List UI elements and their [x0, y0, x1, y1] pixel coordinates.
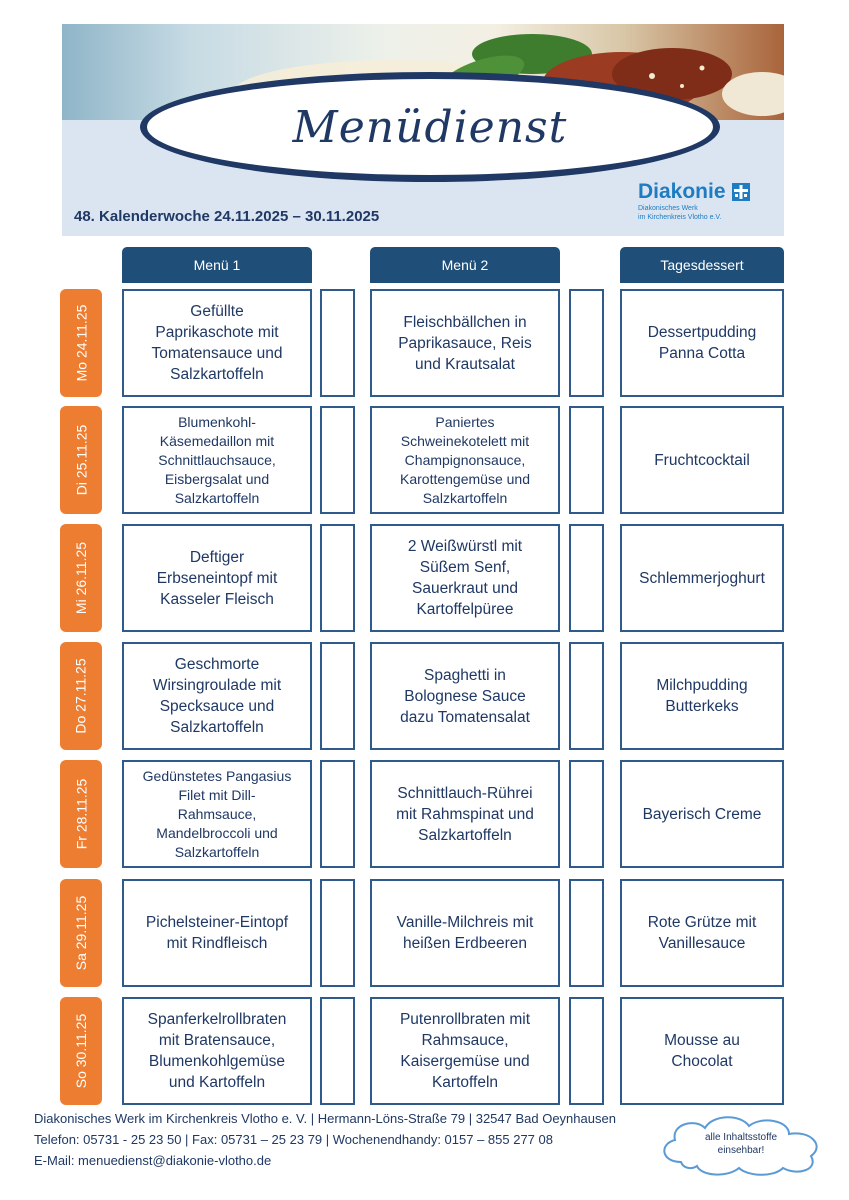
dish-line: Bolognese Sauce [404, 687, 526, 705]
blank-column-box [569, 289, 604, 397]
day-label-text: Do 27.11.25 [73, 658, 89, 734]
dish-line: 2 Weißwürstl mit [407, 538, 523, 555]
dish-line: Salzkartoffeln [170, 719, 264, 736]
dessert-text [639, 568, 765, 589]
dessert-text [643, 804, 762, 825]
dessert-text [648, 322, 757, 364]
menu1-cell [122, 879, 312, 987]
menu2-text [397, 912, 534, 954]
dish-line: Schweinekotelett mit [400, 432, 530, 449]
logo-name: Diakonie [638, 180, 726, 203]
dish-line: Fruchtcocktail [654, 451, 750, 469]
dish-line: Kartoffeln [431, 1074, 499, 1091]
dessert-text [664, 1030, 740, 1072]
dish-line: Mousse au [664, 1032, 740, 1049]
dish-line: Kaisergemüse und [400, 1053, 530, 1070]
day-label-text: So 30.11.25 [73, 1013, 90, 1089]
menu1-cell [122, 524, 312, 632]
dish-line: Mandelbroccoli und [156, 824, 278, 841]
day-label-text: Di 25.11.25 [73, 424, 90, 496]
blank-column-box [320, 524, 355, 632]
dish-line: Vanillesauce [658, 935, 746, 952]
dish-line: mit Bratensauce, [158, 1032, 276, 1049]
menu1-text [146, 912, 288, 954]
dish-line: Gedünstetes Pangasius [142, 767, 292, 784]
footer-email: E-Mail: menuedienst@diakonie-vlotho.de [34, 1153, 272, 1168]
blank-column-box [320, 642, 355, 750]
blank-column-box [569, 760, 604, 868]
menu1-text [158, 413, 276, 508]
dessert-cell [620, 406, 784, 514]
blank-column-box [569, 997, 604, 1105]
dish-line: Süßem Senf, [419, 559, 511, 576]
dish-line: Fleischbällchen in [403, 313, 527, 331]
dessert-cell [620, 760, 784, 868]
dish-line: Paniertes [435, 413, 495, 430]
menu2-cell [370, 642, 560, 750]
dish-line: Käsemedaillon mit [159, 432, 275, 449]
dessert-cell [620, 642, 784, 750]
dish-line: Salzkartoffeln [418, 826, 512, 844]
dessert-cell [620, 879, 784, 987]
dish-line: Kartoffelpüree [416, 601, 514, 618]
blank-column-box [569, 406, 604, 514]
menu1-text [148, 1009, 287, 1093]
week-label: 48. Kalenderwoche 24.11.2025 – 30.11.2025 [74, 208, 380, 225]
title-oval [140, 72, 720, 182]
footer-address: Diakonisches Werk im Kirchenkreis Vlotho e. V. | Hermann-Löns-Straße 79 | 32547 Bad Oeynhausen [34, 1111, 616, 1126]
dish-line: Paprikasauce, Reis [398, 334, 532, 352]
day-label [60, 524, 102, 632]
menu1-text [157, 547, 278, 610]
day-label [60, 760, 102, 868]
menu2-cell [370, 289, 560, 397]
dish-line: mit Rahmspinat und [396, 805, 534, 823]
dish-line: Salzkartoffeln [174, 489, 260, 506]
dish-line: Rahmsauce, [421, 1032, 509, 1049]
dish-line: Erbseneintopf mit [156, 569, 278, 587]
day-label [60, 406, 102, 514]
dish-line: Chocolat [671, 1053, 733, 1070]
dish-line: Rahmsauce, [177, 805, 257, 822]
blank-column-box [569, 524, 604, 632]
dish-line: Schlemmerjoghurt [639, 569, 765, 587]
dish-line: Putenrollbraten mit [399, 1011, 531, 1028]
dish-line: Kasseler Fleisch [160, 590, 274, 608]
dish-line: Wirsingroulade mit [152, 677, 282, 694]
dish-line: Dessertpudding [647, 324, 757, 341]
dish-line: Schnittlauchsauce, [158, 451, 276, 468]
dessert-cell [620, 524, 784, 632]
dish-line: Eisbergsalat und [164, 470, 270, 487]
allergen-note-cloud [651, 1112, 831, 1181]
logo-subline-2: im Kirchenkreis Vlotho e.V. [638, 214, 722, 221]
dish-line: und Kartoffeln [168, 1074, 266, 1091]
dish-line: Specksauce und [159, 698, 275, 715]
dish-line: Milchpudding [656, 677, 748, 694]
dish-line: Sauerkraut und [411, 580, 518, 597]
menu1-text [152, 301, 283, 385]
dish-line: Blumenkohlgemüse [148, 1053, 286, 1070]
dish-line: mit Rindfleisch [166, 935, 268, 952]
day-label-text: Mo 24.11.25 [73, 304, 90, 382]
dish-line: Spanferkelrollbraten [147, 1011, 287, 1028]
dish-line: Deftiger [189, 548, 245, 566]
blank-column-box [320, 879, 355, 987]
dish-line: Bayerisch Creme [642, 805, 762, 823]
dish-line: Tomatensauce und [151, 345, 283, 362]
dish-line: Gefüllte [190, 303, 244, 320]
menu1-cell [122, 289, 312, 397]
menu1-cell [122, 997, 312, 1105]
dish-line: Spaghetti in [424, 666, 506, 684]
column-header-menu2: Menü 2 [370, 247, 560, 283]
menu2-text [398, 312, 532, 375]
dessert-text [656, 675, 747, 717]
footer-phone: Telefon: 05731 - 25 23 50 | Fax: 05731 – 25 23 79 | Wochenendhandy: 0157 – 855 277 08 [34, 1132, 553, 1147]
dish-line: Geschmorte [174, 656, 260, 673]
dish-line: Champignonsauce, [404, 451, 526, 468]
menu1-cell [122, 642, 312, 750]
note-line-1: alle Inhaltsstoffe [704, 1132, 778, 1143]
menu2-text [400, 665, 530, 728]
dish-line: Pichelsteiner-Eintopf [145, 914, 289, 931]
day-label [60, 997, 102, 1105]
dish-line: Salzkartoffeln [422, 489, 508, 506]
menu2-text [396, 783, 534, 846]
menu2-cell [370, 406, 560, 514]
column-header-menu1: Menü 1 [122, 247, 312, 283]
dish-line: dazu Tomatensalat [400, 708, 530, 726]
day-label-text: Mi 26.11.25 [73, 541, 89, 615]
diakonie-cross-icon [732, 183, 750, 201]
dish-line: Schnittlauch-Rührei [397, 784, 533, 802]
menu2-cell [370, 760, 560, 868]
menu2-text [400, 413, 530, 508]
menu2-text [400, 1009, 530, 1093]
day-label [60, 642, 102, 750]
dish-line: und Krautsalat [415, 355, 515, 373]
blank-column-box [569, 642, 604, 750]
menu2-text [408, 536, 522, 620]
menu1-cell [122, 760, 312, 868]
day-label [60, 879, 102, 987]
dish-line: Salzkartoffeln [174, 843, 260, 860]
menu2-cell [370, 524, 560, 632]
column-header-dessert: Tagesdessert [620, 247, 784, 283]
menu2-cell [370, 879, 560, 987]
menu1-text [153, 654, 281, 738]
dessert-cell [620, 289, 784, 397]
day-label-text: Fr 28.11.25 [73, 778, 89, 850]
dish-line: Salzkartoffeln [170, 366, 264, 383]
dish-line: Rote Grütze mit [647, 914, 757, 931]
day-label-text: Sa 29.11.25 [73, 895, 90, 971]
note-line-2: einsehbar! [717, 1145, 765, 1156]
page-title: Menüdienst [292, 101, 568, 153]
dish-line: Karottengemüse und [400, 470, 530, 487]
dish-line: Panna Cotta [658, 345, 746, 362]
dessert-text [654, 450, 750, 471]
dish-line: Blumenkohl- [178, 413, 256, 430]
blank-column-box [320, 997, 355, 1105]
dessert-cell [620, 997, 784, 1105]
menu2-cell [370, 997, 560, 1105]
dish-line: Filet mit Dill- [178, 786, 256, 803]
dish-line: Butterkeks [665, 698, 739, 715]
blank-column-box [320, 289, 355, 397]
dish-line: Vanille-Milchreis mit [396, 914, 534, 931]
blank-column-box [569, 879, 604, 987]
diakonie-logo [638, 180, 750, 222]
dish-line: heißen Erdbeeren [402, 935, 528, 952]
blank-column-box [320, 406, 355, 514]
logo-subline-1: Diakonisches Werk [638, 205, 698, 212]
menu1-text [143, 767, 292, 862]
blank-column-box [320, 760, 355, 868]
day-label [60, 289, 102, 397]
dish-line: Paprikaschote mit [155, 324, 279, 341]
dessert-text [648, 912, 757, 954]
menu1-cell [122, 406, 312, 514]
